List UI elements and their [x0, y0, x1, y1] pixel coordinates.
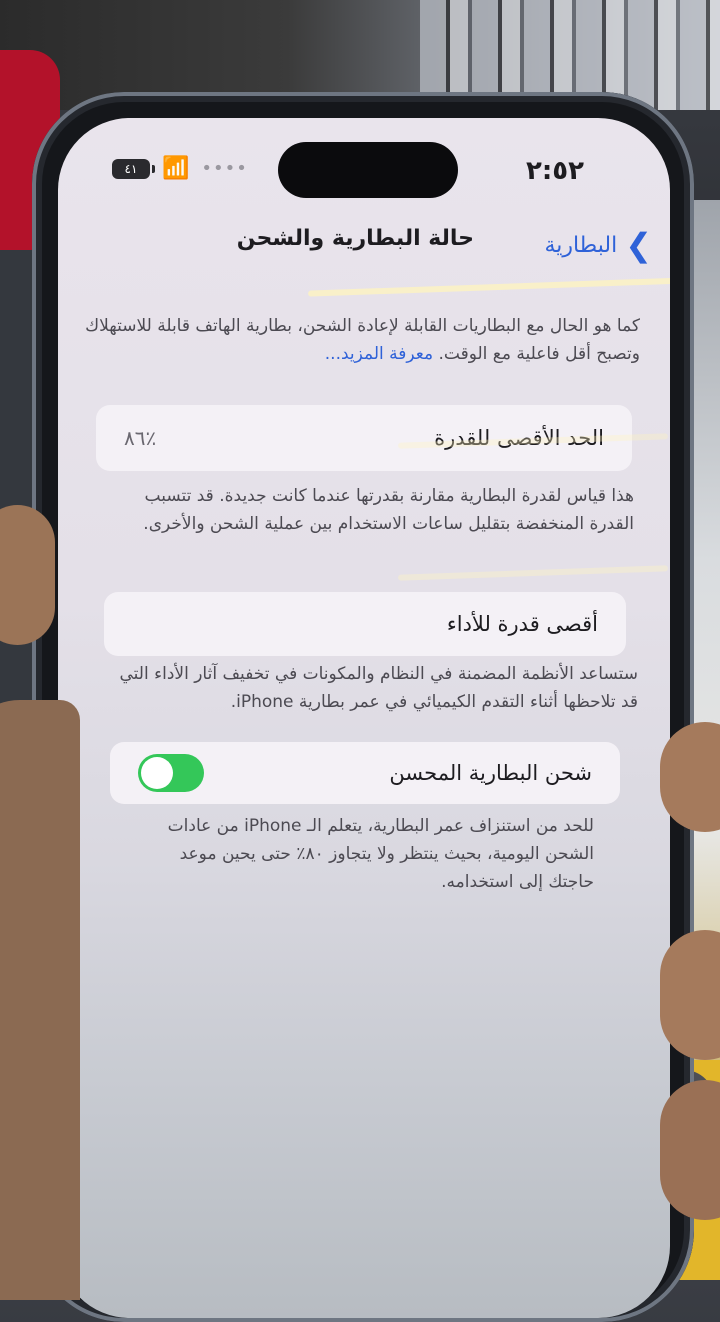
optimized-charging-toggle[interactable] — [138, 754, 204, 792]
hand-palm — [0, 700, 80, 1300]
light-glare — [398, 565, 668, 580]
learn-more-link[interactable]: معرفة المزيد... — [324, 344, 434, 364]
status-bar-left — [112, 156, 248, 181]
signal-dots-icon: •••• — [201, 158, 248, 179]
intro-text: كما هو الحال مع البطاريات القابلة لإعادة الشحن، بطارية الهاتف قابلة للاستهلاك وتصبح أقل فاعلية مع الوقت. معرفة المزيد... — [85, 316, 640, 364]
wifi-icon: 📶 — [162, 156, 190, 181]
status-time: ٢:٥٢ — [525, 156, 584, 186]
peak-performance-row — [104, 592, 626, 656]
optimized-charging-description: للحد من استنزاف عمر البطارية، يتعلم الـ iPhone من عادات الشحن اليومية، بحيث ينتظر ولا يتجاوز ٨٠٪ حتى يحين موعد حاجتك إلى استخدامه. — [167, 816, 594, 892]
finger — [660, 1080, 720, 1220]
finger — [660, 930, 720, 1060]
battery-icon: ٤١ — [112, 159, 150, 179]
optimized-charging-row — [110, 742, 620, 804]
optimized-charging-label: شحن البطارية المحسن — [389, 761, 592, 785]
chevron-back-icon: ❯ — [625, 226, 652, 264]
back-label: البطارية — [544, 232, 618, 258]
page-title: حالة البطارية والشحن — [236, 226, 474, 251]
peak-performance-description: ستساعد الأنظمة المضمنة في النظام والمكونات في تخفيف آثار الأداء التي قد تلاحظها أثناء التقدم الكيميائي في عمر بطارية iPhone. — [119, 664, 638, 712]
max-capacity-value: ٪٨٦ — [124, 426, 157, 450]
peak-performance-label: أقصى قدرة للأداء — [446, 612, 598, 636]
max-capacity-label: الحد الأقصى للقدرة — [434, 426, 604, 450]
back-button[interactable] — [544, 226, 652, 264]
thumb — [0, 505, 55, 645]
phone-screen — [58, 118, 670, 1318]
dynamic-island — [278, 142, 458, 198]
toggle-knob — [141, 757, 173, 789]
light-glare — [308, 277, 670, 296]
max-capacity-description: هذا قياس لقدرة البطارية مقارنة بقدرتها عندما كانت جديدة. قد تتسبب القدرة المنخفضة بتقليل ساعات الاستخدام بين عملية الشحن والأخرى. — [143, 486, 634, 534]
